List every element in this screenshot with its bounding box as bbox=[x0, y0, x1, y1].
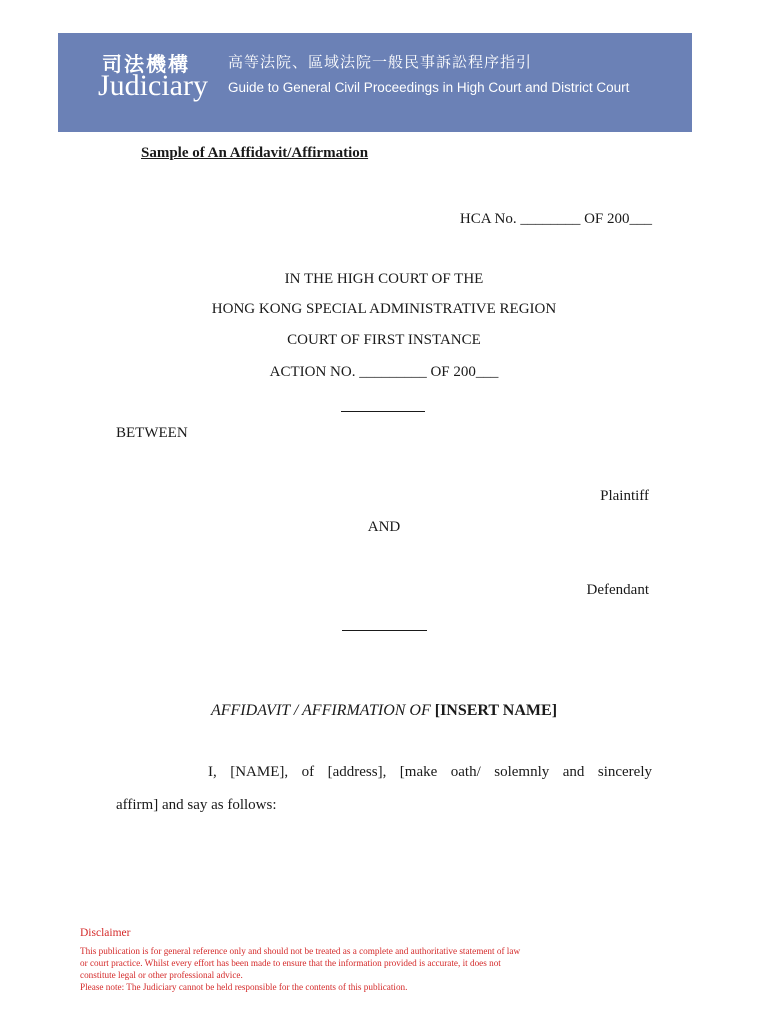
judiciary-logo-english: Judiciary bbox=[98, 69, 208, 102]
plaintiff-label: Plaintiff bbox=[600, 488, 649, 504]
divider-top bbox=[341, 411, 425, 412]
disclaimer-heading: Disclaimer bbox=[80, 927, 131, 939]
disclaimer-block bbox=[80, 927, 620, 993]
divider-bottom bbox=[342, 630, 427, 631]
and-label: AND bbox=[367, 519, 401, 535]
court-heading-line-2: HONG KONG SPECIAL ADMINISTRATIVE REGION bbox=[211, 301, 557, 317]
between-label: BETWEEN bbox=[116, 425, 188, 441]
court-heading-line-3: COURT OF FIRST INSTANCE bbox=[287, 332, 481, 348]
judiciary-logo-chinese: 司法機構 bbox=[102, 52, 190, 76]
action-number: ACTION NO. _________ OF 200___ bbox=[269, 364, 499, 380]
defendant-label: Defendant bbox=[586, 582, 649, 598]
disclaimer-line: constitute legal or other professional advice. bbox=[80, 970, 243, 980]
affidavit-body-line-1: I, [NAME], of [address], [make oath/ solemnly and sincerely bbox=[208, 764, 652, 780]
affidavit-body-line-2: affirm] and say as follows: bbox=[116, 797, 277, 813]
disclaimer-line: or court practice. Whilst every effort has been made to ensure that the information provided is accurate, it does not bbox=[80, 958, 501, 968]
court-heading-line-1: IN THE HIGH COURT OF THE bbox=[284, 271, 484, 287]
affidavit-title bbox=[0, 702, 768, 720]
guide-title-english: Guide to General Civil Proceedings in High Court and District Court bbox=[228, 80, 630, 95]
sample-title: Sample of An Affidavit/Affirmation bbox=[141, 145, 369, 161]
guide-title-chinese: 高等法院、區域法院一般民事訴訟程序指引 bbox=[228, 53, 533, 71]
disclaimer-line: Please note: The Judiciary cannot be held responsible for the contents of this publication. bbox=[80, 982, 408, 992]
affidavit-title-name: [INSERT NAME] bbox=[434, 702, 558, 719]
disclaimer-line: This publication is for general reference only and should not be treated as a complete and authoritative statement of law bbox=[80, 946, 521, 956]
affidavit-title-italic: AFFIDAVIT / AFFIRMATION OF bbox=[210, 702, 431, 719]
hca-number: HCA No. ________ OF 200___ bbox=[459, 211, 652, 227]
header-banner bbox=[58, 33, 692, 132]
